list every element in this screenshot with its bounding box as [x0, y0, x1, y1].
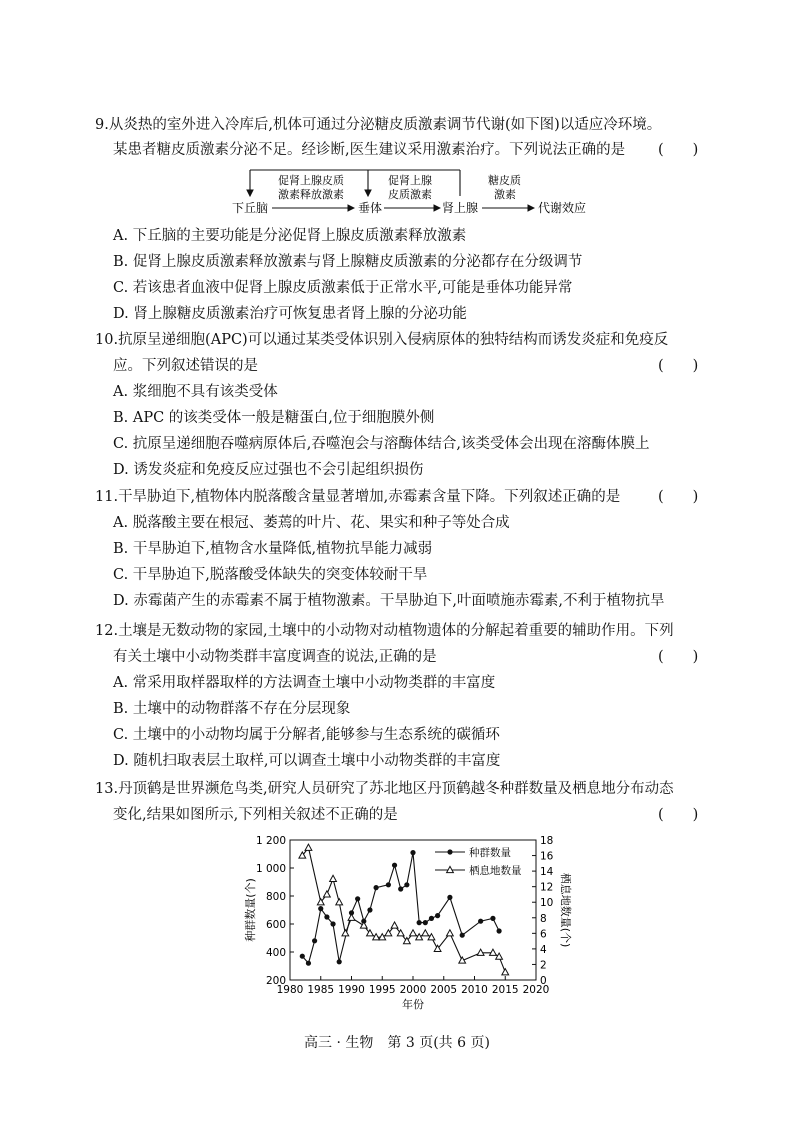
y-left-tick-label: 400 — [265, 947, 286, 959]
node-pituitary: 垂体 — [358, 201, 383, 215]
population-point — [417, 920, 422, 925]
y-right-tick-label: 10 — [540, 897, 554, 910]
population-point — [312, 938, 317, 943]
habitat-point — [360, 922, 367, 928]
habitat-point — [447, 930, 454, 936]
page-footer: 高三 · 生物 第 3 页(共 6 页) — [304, 1035, 490, 1051]
q13-stem-line2: 变化,结果如图所示,下列相关叙述不正确的是 — [113, 807, 398, 823]
legend-marker-1 — [447, 849, 452, 854]
y-right-tick-label: 14 — [540, 866, 554, 879]
q11-option-b: B. 干旱胁迫下,植物含水量降低,植物抗旱能力减弱 — [113, 541, 433, 557]
q9-option-b: B. 促肾上腺皮质激素释放激素与肾上腺糖皮质激素的分泌都存在分级调节 — [113, 254, 583, 270]
arrow1-label-line2: 激素释放激素 — [278, 188, 344, 201]
q9-option-c: C. 若该患者血液中促肾上腺皮质激素低于正常水平,可能是垂体功能异常 — [113, 280, 573, 296]
habitat-point — [305, 844, 312, 850]
population-point — [398, 886, 403, 891]
population-point — [355, 896, 360, 901]
q13-answer-paren: ( ) — [658, 807, 699, 823]
q10-option-b: B. APC 的该类受体一般是糖蛋白,位于细胞膜外侧 — [113, 410, 435, 426]
q11-option-a: A. 脱落酸主要在根冠、萎蔫的叶片、花、果实和种子等处合成 — [113, 515, 510, 531]
habitat-point — [324, 891, 331, 897]
habitat-point — [428, 934, 435, 940]
y-right-tick-label: 12 — [540, 881, 554, 894]
q12-option-b: B. 土壤中的动物群落不存在分层现象 — [113, 701, 351, 717]
habitat-point — [410, 930, 417, 936]
y-right-tick-label: 4 — [540, 943, 547, 956]
population-point — [324, 914, 329, 919]
x-tick-label: 1990 — [338, 984, 365, 996]
arrow3-label-line1: 糖皮质 — [488, 174, 521, 187]
q9-option-a: A. 下丘脑的主要功能是分泌促肾上腺皮质激素释放激素 — [113, 228, 467, 244]
q10-option-a: A. 浆细胞不具有该类受体 — [113, 384, 278, 400]
arrow2-label-line2: 皮质激素 — [388, 188, 432, 201]
population-point — [410, 850, 415, 855]
q10-stem-line1: 10.抗原呈递细胞(APC)可以通过某类受体识别入侵病原体的独特结构而诱发炎症和免疫反 — [95, 332, 669, 348]
crane-population-chart — [240, 828, 570, 1018]
q10-option-d: D. 诱发炎症和免疫反应过强也不会引起组织损伤 — [113, 462, 424, 478]
node-adrenal: 肾上腺 — [442, 201, 479, 215]
x-tick-label: 2000 — [399, 984, 427, 996]
q9-stem-line2: 某患者糖皮质激素分泌不足。经诊断,医生建议采用激素治疗。下列说法正确的是 — [113, 142, 626, 158]
q12-answer-paren: ( ) — [658, 649, 699, 665]
q10-answer-paren: ( ) — [658, 358, 699, 374]
x-tick-label: 1980 — [276, 984, 304, 996]
x-tick-label: 1995 — [368, 984, 396, 996]
population-point — [447, 895, 452, 900]
y-left-tick-label: 600 — [265, 919, 286, 931]
q9-option-d: D. 肾上腺糖皮质激素治疗可恢复患者肾上腺的分泌功能 — [113, 306, 467, 322]
y-left-tick-label: 200 — [265, 975, 286, 987]
y-left-axis-label: 种群数量(个) — [244, 878, 257, 942]
y-right-tick-label: 6 — [540, 928, 547, 941]
legend-label-2: 栖息地数量 — [469, 865, 522, 877]
population-point — [306, 961, 311, 966]
population-point — [330, 921, 335, 926]
x-tick-label: 2010 — [461, 984, 488, 996]
y-left-tick-label: 1 200 — [255, 835, 286, 847]
habitat-point — [416, 934, 423, 940]
q13-stem-line1: 13.丹顶鹤是世界濒危鸟类,研究人员研究了苏北地区丹顶鹤越冬种群数量及栖息地分布动态 — [95, 781, 674, 797]
population-point — [429, 916, 434, 921]
population-point — [374, 885, 379, 890]
y-left-tick-label: 1 000 — [255, 863, 286, 875]
y-right-tick-label: 0 — [540, 975, 547, 987]
population-point — [435, 913, 440, 918]
habitat-point — [391, 922, 398, 928]
population-point — [423, 920, 428, 925]
q9-regulation-diagram — [220, 168, 600, 220]
y-right-tick-label: 18 — [540, 835, 554, 847]
q12-stem-line2: 有关土壤中小动物类群丰富度调查的说法,正确的是 — [113, 649, 437, 665]
legend-label-1: 种群数量 — [469, 847, 511, 859]
q9-number: 9.从炎热的室外进入冷库后,机体可通过分泌糖皮质激素调节代谢(如下图)以适应冷环境。 — [95, 117, 662, 133]
habitat-point — [502, 969, 509, 975]
q12-option-a: A. 常采用取样器取样的方法调查土壤中小动物类群的丰富度 — [113, 675, 496, 691]
q11-option-d: D. 赤霉菌产生的赤霉素不属于植物激素。干旱胁迫下,叶面喷施赤霉素,不利于植物抗旱 — [113, 593, 665, 609]
x-tick-label: 2005 — [430, 984, 458, 996]
q9-answer-paren: ( ) — [658, 142, 699, 158]
arrow3-label-line2: 激素 — [494, 188, 516, 201]
arrow2-label-line1: 促肾上腺 — [388, 174, 432, 187]
x-tick-label: 2015 — [491, 984, 519, 996]
population-point — [386, 882, 391, 887]
habitat-point — [348, 914, 355, 920]
population-point — [367, 907, 372, 912]
node-metabolic-effect: 代谢效应 — [538, 201, 587, 215]
population-point — [318, 906, 323, 911]
q10-stem-line2: 应。下列叙述错误的是 — [113, 358, 258, 374]
habitat-point — [330, 875, 337, 881]
population-point — [490, 916, 495, 921]
q9-stem-line1: 从炎热的室外进入冷库后,机体可通过分泌糖皮质激素调节代谢(如下图)以适应冷环境。 — [108, 117, 662, 133]
habitat-point — [422, 930, 429, 936]
population-point — [460, 933, 465, 938]
q10-option-c: C. 抗原呈递细胞吞噬病原体后,吞噬泡会与溶酶体结合,该类受体会出现在溶酶体膜上 — [113, 436, 650, 452]
q12-stem-line1: 12.土壤是无数动物的家园,土壤中的小动物对动植物遗体的分解起着重要的辅助作用。下列 — [95, 623, 674, 639]
x-tick-label: 1985 — [307, 984, 335, 996]
habitat-point — [496, 953, 503, 959]
population-point — [300, 954, 305, 959]
y-right-axis-label: 栖息地数量(个) — [559, 872, 572, 948]
population-point — [337, 959, 342, 964]
population-point — [404, 882, 409, 887]
q11-answer-paren: ( ) — [658, 489, 699, 505]
x-tick-label: 2020 — [522, 984, 550, 996]
population-point — [478, 919, 483, 924]
x-axis-label: 年份 — [402, 998, 424, 1011]
arrow1-label-line1: 促肾上腺皮质 — [278, 174, 344, 187]
q11-option-c: C. 干旱胁迫下,脱落酸受体缺失的突变体较耐干旱 — [113, 567, 428, 583]
population-point — [392, 863, 397, 868]
q11-stem-line1: 11.干旱胁迫下,植物体内脱落酸含量显著增加,赤霉素含量下降。下列叙述正确的是 — [95, 489, 621, 505]
q12-option-d: D. 随机扫取表层土取样,可以调查土壤中小动物类群的丰富度 — [113, 753, 501, 769]
habitat-point — [342, 930, 349, 936]
habitat-point — [336, 899, 343, 905]
y-right-tick-label: 2 — [540, 959, 547, 972]
node-hypothalamus: 下丘脑 — [232, 201, 269, 215]
q12-option-c: C. 土壤中的小动物均属于分解者,能够参与生态系统的碳循环 — [113, 727, 500, 743]
population-point — [497, 928, 502, 933]
y-left-tick-label: 800 — [265, 891, 286, 903]
y-right-tick-label: 8 — [540, 912, 547, 925]
y-right-tick-label: 16 — [540, 850, 554, 863]
